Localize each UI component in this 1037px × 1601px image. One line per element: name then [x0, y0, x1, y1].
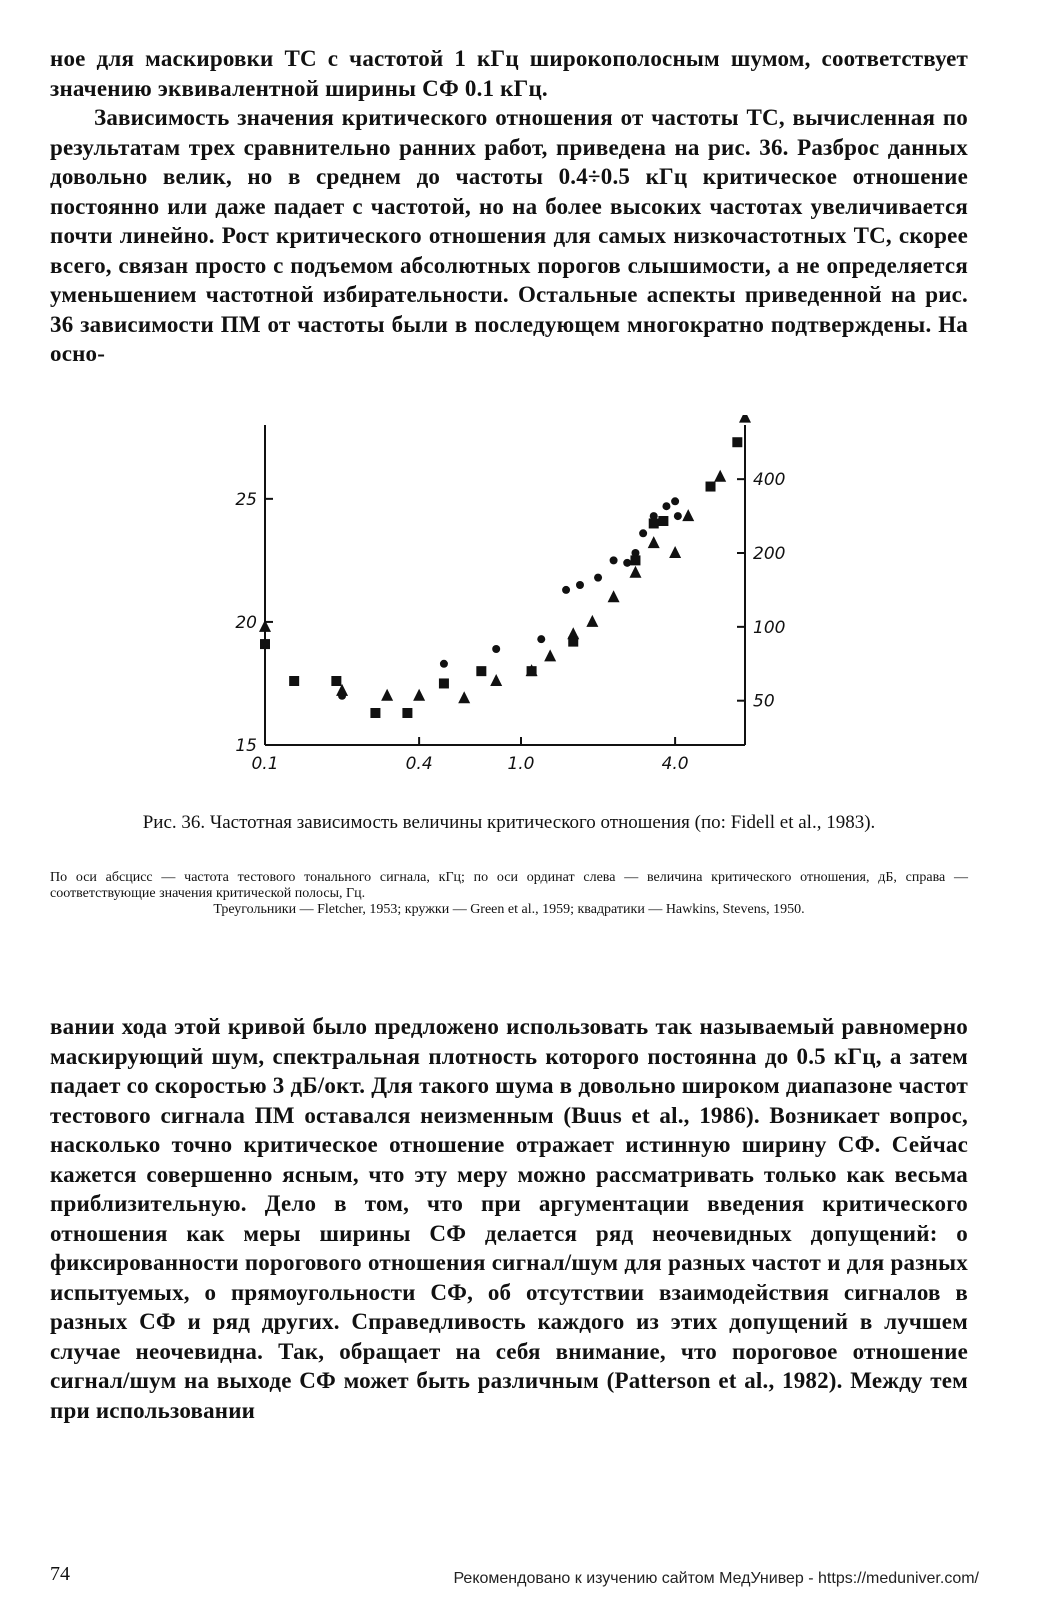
data-point-square	[630, 555, 640, 565]
data-point-circle	[576, 581, 584, 589]
data-point-square	[527, 666, 537, 676]
figure-36	[200, 415, 820, 795]
data-point-circle	[639, 529, 647, 537]
data-point-triangle	[648, 536, 660, 548]
x-tick-label: 0.1	[251, 754, 279, 774]
figure-notes	[50, 870, 968, 918]
data-point-circle	[562, 586, 570, 594]
y-left-tick-label: 15	[235, 736, 257, 756]
paragraph-continued: ное для маскировки ТС с частотой 1 кГц широкополосным шумом, соответствует значению эквивалентной ширины СФ 0.1 кГц.	[50, 46, 968, 101]
x-tick-label: 1.0	[507, 754, 535, 774]
chart-axes	[235, 425, 785, 774]
chart-marks	[259, 415, 751, 718]
data-point-triangle	[739, 415, 751, 423]
data-point-triangle	[586, 615, 598, 627]
data-point-circle	[537, 635, 545, 643]
y-left-tick-label: 20	[235, 612, 257, 633]
data-point-circle	[594, 574, 602, 582]
paragraph-critical-ratio: Зависимость значения критического отношения от частоты ТС, вычисленная по результатам трех сравнительно ранних работ, приведена на рис. 36. Разброс данных довольно велик, но в среднем до частоты 0.4÷0.5 кГц критическое отношение постоянно или даже падает с частотой, но на более высоких частотах увеличивается почти линейно. Рост критического отношения для самых низкочастотных ТС, скорее всего, связан просто с подъемом абсолютных порогов слышимости, а не определяется уменьшением частотной избирательности. Остальные аспекты приведенной на рис. 36 зависимости ПМ от частоты были в последующем многократно подтверждены. На осно-	[50, 105, 968, 366]
data-point-square	[402, 708, 412, 718]
data-point-triangle	[490, 674, 502, 686]
y-right-tick-label: 100	[753, 617, 786, 638]
data-point-circle	[492, 645, 500, 653]
data-point-triangle	[682, 509, 694, 521]
data-point-circle	[662, 502, 670, 510]
data-point-square	[289, 676, 299, 686]
data-point-circle	[440, 660, 448, 668]
x-tick-label: 4.0	[661, 754, 689, 774]
data-point-square	[260, 639, 270, 649]
data-point-square	[732, 437, 742, 447]
data-point-square	[658, 516, 668, 526]
data-point-circle	[671, 497, 679, 505]
data-point-square	[370, 708, 380, 718]
data-point-triangle	[629, 566, 641, 578]
watermark-text: Рекомендовано к изучению сайтом МедУнивер - https://meduniver.com/	[453, 1570, 979, 1587]
data-point-square	[706, 482, 716, 492]
y-right-tick-label: 50	[753, 691, 775, 712]
data-point-circle	[338, 692, 346, 700]
data-point-triangle	[669, 546, 681, 558]
data-point-circle	[674, 512, 682, 520]
data-point-square	[649, 518, 659, 528]
paragraph-bottom: вании хода этой кривой было предложено использовать так называемый равномерно маскирующий шум, спектральная плотность которого постоянна до 0.5 кГц, а затем падает со скоростью 3 дБ/окт. Для такого шума в довольно широком диапазоне частот тестового сигнала ПМ оставался неизменным (Buus et al., 1986). Возникает вопрос, насколько точно критическое отношение отражает истинную ширину СФ. Сейчас кажется совершенно ясным, что эту меру можно рассматривать только как весьма приблизительную. Дело в том, что при аргументации введения критического отношения как меры ширины СФ делается ряд неочевидных допущений: о фиксированности порогового отношения сигнал/шум для разных частот и для разных испытуемых, о прямоугольности СФ, об отсутствии взаимодействия сигналов в разных СФ и ряд других. Справедливость каждого из этих допущений в лучшем случае неочевидна. Так, обращает на себя внимание, что пороговое отношение сигнал/шум на выходе СФ может быть различным (Patterson et al., 1982). Между тем при использовании	[50, 1014, 968, 1423]
data-point-square	[331, 676, 341, 686]
data-point-triangle	[544, 649, 556, 661]
data-point-square	[476, 666, 486, 676]
x-tick-label: 0.4	[405, 754, 433, 774]
paragraph-top	[50, 44, 968, 369]
y-right-tick-label: 200	[753, 544, 786, 564]
data-point-triangle	[413, 689, 425, 701]
figure-note-axes: По оси абсцисс — частота тестового тонального сигнала, кГц; по оси ординат слева — величина критического отношения, дБ, справа — соответствующие значения критической полосы, Гц.	[50, 870, 968, 901]
figure-caption: Рис. 36. Частотная зависимость величины критического отношения (по: Fidell et al., 1983).	[142, 812, 876, 833]
data-point-circle	[610, 556, 618, 564]
data-point-triangle	[608, 590, 620, 602]
scatter-chart	[200, 415, 820, 795]
y-left-tick-label: 25	[235, 489, 257, 510]
figure-note-legend: Треугольники — Fletcher, 1953; кружки — Green et al., 1959; квадратики — Hawkins, Stevens, 1950.	[213, 902, 805, 917]
y-right-tick-label: 400	[753, 470, 786, 491]
data-point-triangle	[381, 689, 393, 701]
data-point-circle	[623, 559, 631, 567]
data-point-triangle	[714, 470, 726, 482]
data-point-square	[568, 637, 578, 647]
data-point-triangle	[458, 691, 470, 703]
page-number: 74	[50, 1563, 70, 1585]
data-point-square	[439, 678, 449, 688]
